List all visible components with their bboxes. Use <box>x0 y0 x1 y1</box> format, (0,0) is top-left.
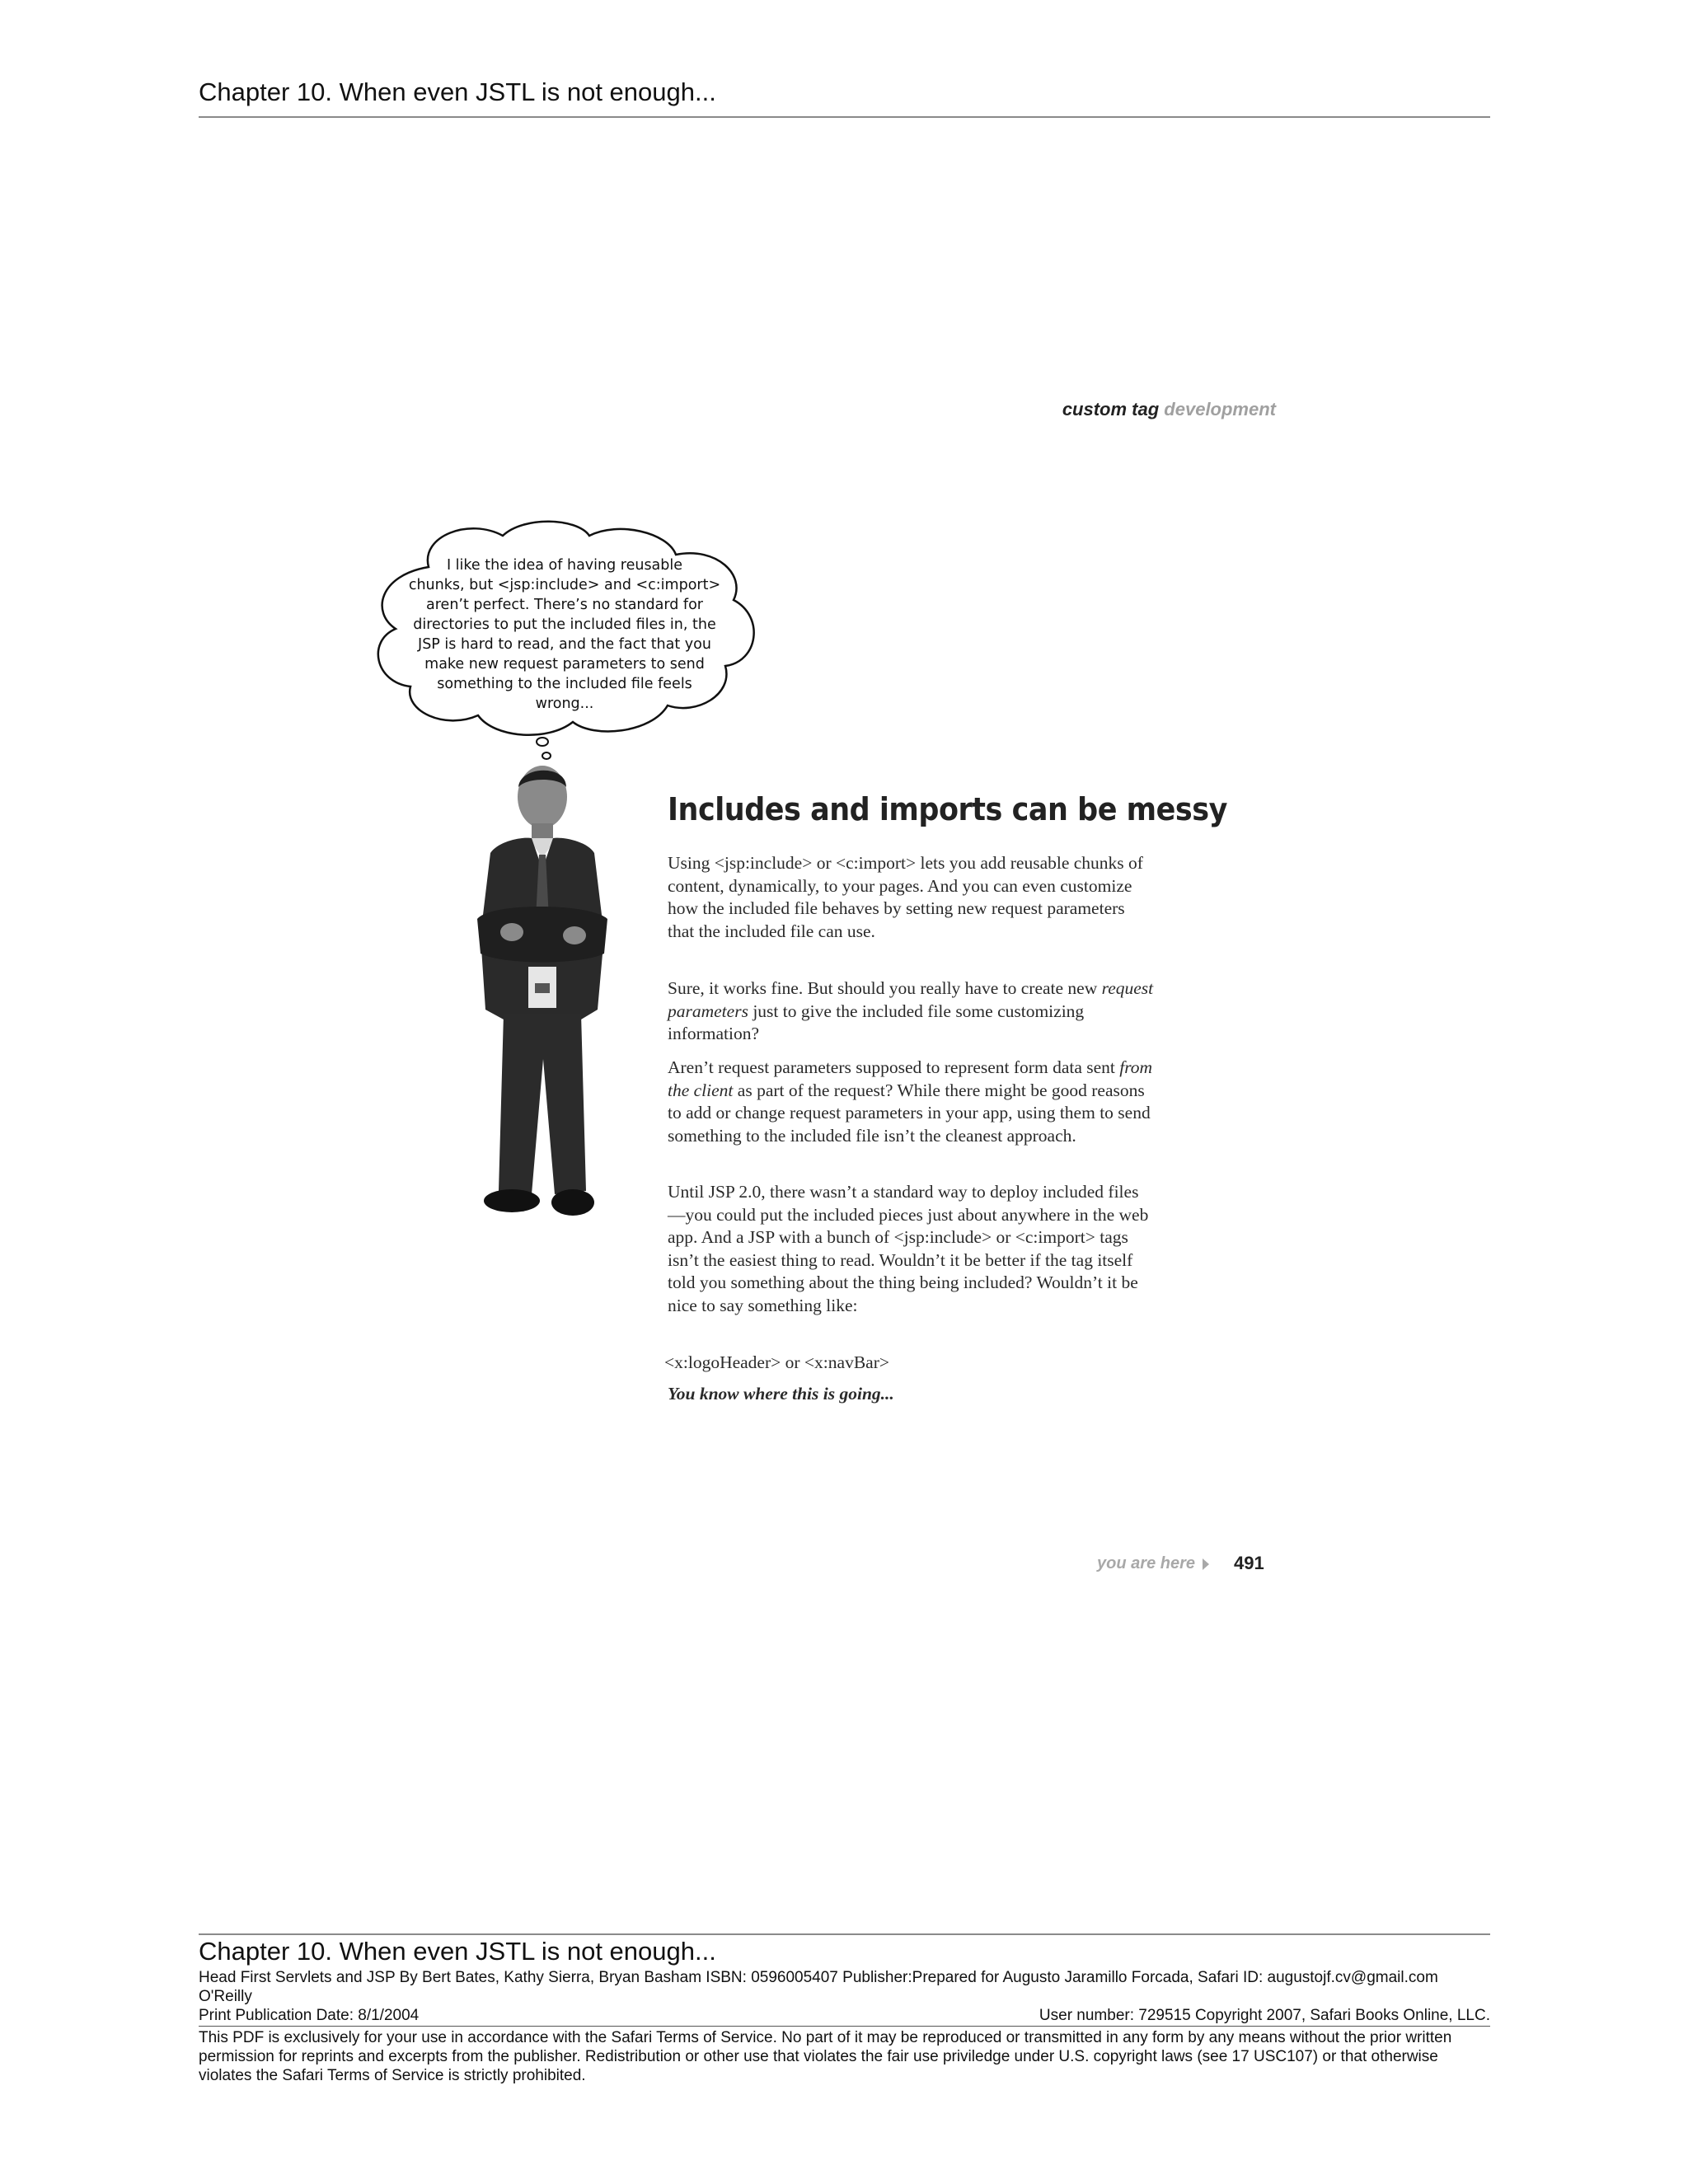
paragraph-text: as part of the request? While there might be good reasons to add or change request parameters in your app, using them to send something to the included file isn’t the cleanest approach. <box>668 1080 1151 1146</box>
thought-line: aren’t perfect. There’s no standard for <box>426 597 703 613</box>
footer-date-row <box>199 2006 1490 2025</box>
footer-divider <box>199 2026 1490 2027</box>
footer-publisher: O'Reilly <box>199 1988 252 2005</box>
article-heading: Includes and imports can be messy <box>668 791 1227 827</box>
thought-line: something to the included file feels <box>437 676 692 692</box>
section-label-primary: custom tag <box>1062 399 1160 419</box>
code-example: <x:logoHeader> or <x:navBar> <box>664 1352 889 1372</box>
paragraph-emphasis: request parameters <box>668 978 1154 1021</box>
footer-divider <box>199 1933 1490 1935</box>
footer-user-copyright: User number: 729515 Copyright 2007, Safari Books Online, LLC. <box>1039 2007 1490 2024</box>
article-paragraph <box>668 977 1154 1046</box>
arrow-right-icon <box>1202 1558 1210 1571</box>
chapter-header-title: Chapter 10. When even JSTL is not enough... <box>199 77 716 106</box>
paragraph-emphasis: from the client <box>668 1057 1153 1100</box>
thought-line: wrong... <box>535 696 594 712</box>
article-closing-line: You know where this is going... <box>668 1384 894 1404</box>
header-divider <box>199 116 1490 118</box>
article-paragraph: Until JSP 2.0, there wasn’t a standard way to deploy included files—you could put the included pieces just about anywhere in the web app. And a JSP with a bunch of <jsp:include> or <c:import> tags isn’t the easiest thing to read. Wouldn’t it be better if the tag itself told you something about the thing being included? Wouldn’t it be nice to say something like: <box>668 1182 1149 1315</box>
thought-line: make new request parameters to send <box>424 656 705 673</box>
paragraph-text: just to give the included file some customizing information? <box>668 1001 1085 1043</box>
footer-book-info: Head First Servlets and JSP By Bert Bates, Kathy Sierra, Bryan Basham ISBN: 0596005407 Publisher:Prepared for Augusto Jaramillo Forcada, Safari ID: augustojf.cv@gmail.com <box>199 1969 1438 1986</box>
paragraph-text: Sure, it works fine. But should you really have to create new <box>668 978 1102 998</box>
thought-line: I like the idea of having reusable <box>446 557 683 574</box>
section-label-secondary: development <box>1164 399 1276 419</box>
paragraph-text: Aren’t request parameters supposed to represent form data sent <box>668 1057 1120 1077</box>
footer-legal-notice: This PDF is exclusively for your use in accordance with the Safari Terms of Service. No part of it may be reproduced or transmitted in any form by any means without the prior written permission for reprints and excerpts from the publisher. Redistribution or other use that violates the fair use priviledge under U.S. copyright laws (see 17 USC107) or that otherwise violates the Safari Terms of Service is strictly prohibited. <box>199 2029 1452 2084</box>
article-paragraph <box>668 1057 1154 1147</box>
thought-line: chunks, but <jsp:include> and <c:import> <box>408 577 721 593</box>
thought-bubble-text <box>387 555 742 714</box>
thought-line: JSP is hard to read, and the fact that you <box>418 636 711 653</box>
businessman-figure-icon <box>457 762 626 1232</box>
footer-chapter-title: Chapter 10. When even JSTL is not enough... <box>199 1937 716 1966</box>
section-label <box>989 399 1276 420</box>
footer-print-date: Print Publication Date: 8/1/2004 <box>199 2007 420 2024</box>
you-are-here-label: you are here <box>1097 1554 1195 1572</box>
page-number: 491 <box>1234 1553 1264 1573</box>
article-paragraph: Using <jsp:include> or <c:import> lets you add reusable chunks of content, dynamically, to your pages. And you can even customize how the included file behaves by setting new request parameters that the included file can use. <box>668 853 1143 941</box>
thought-line: directories to put the included files in, the <box>413 616 716 633</box>
